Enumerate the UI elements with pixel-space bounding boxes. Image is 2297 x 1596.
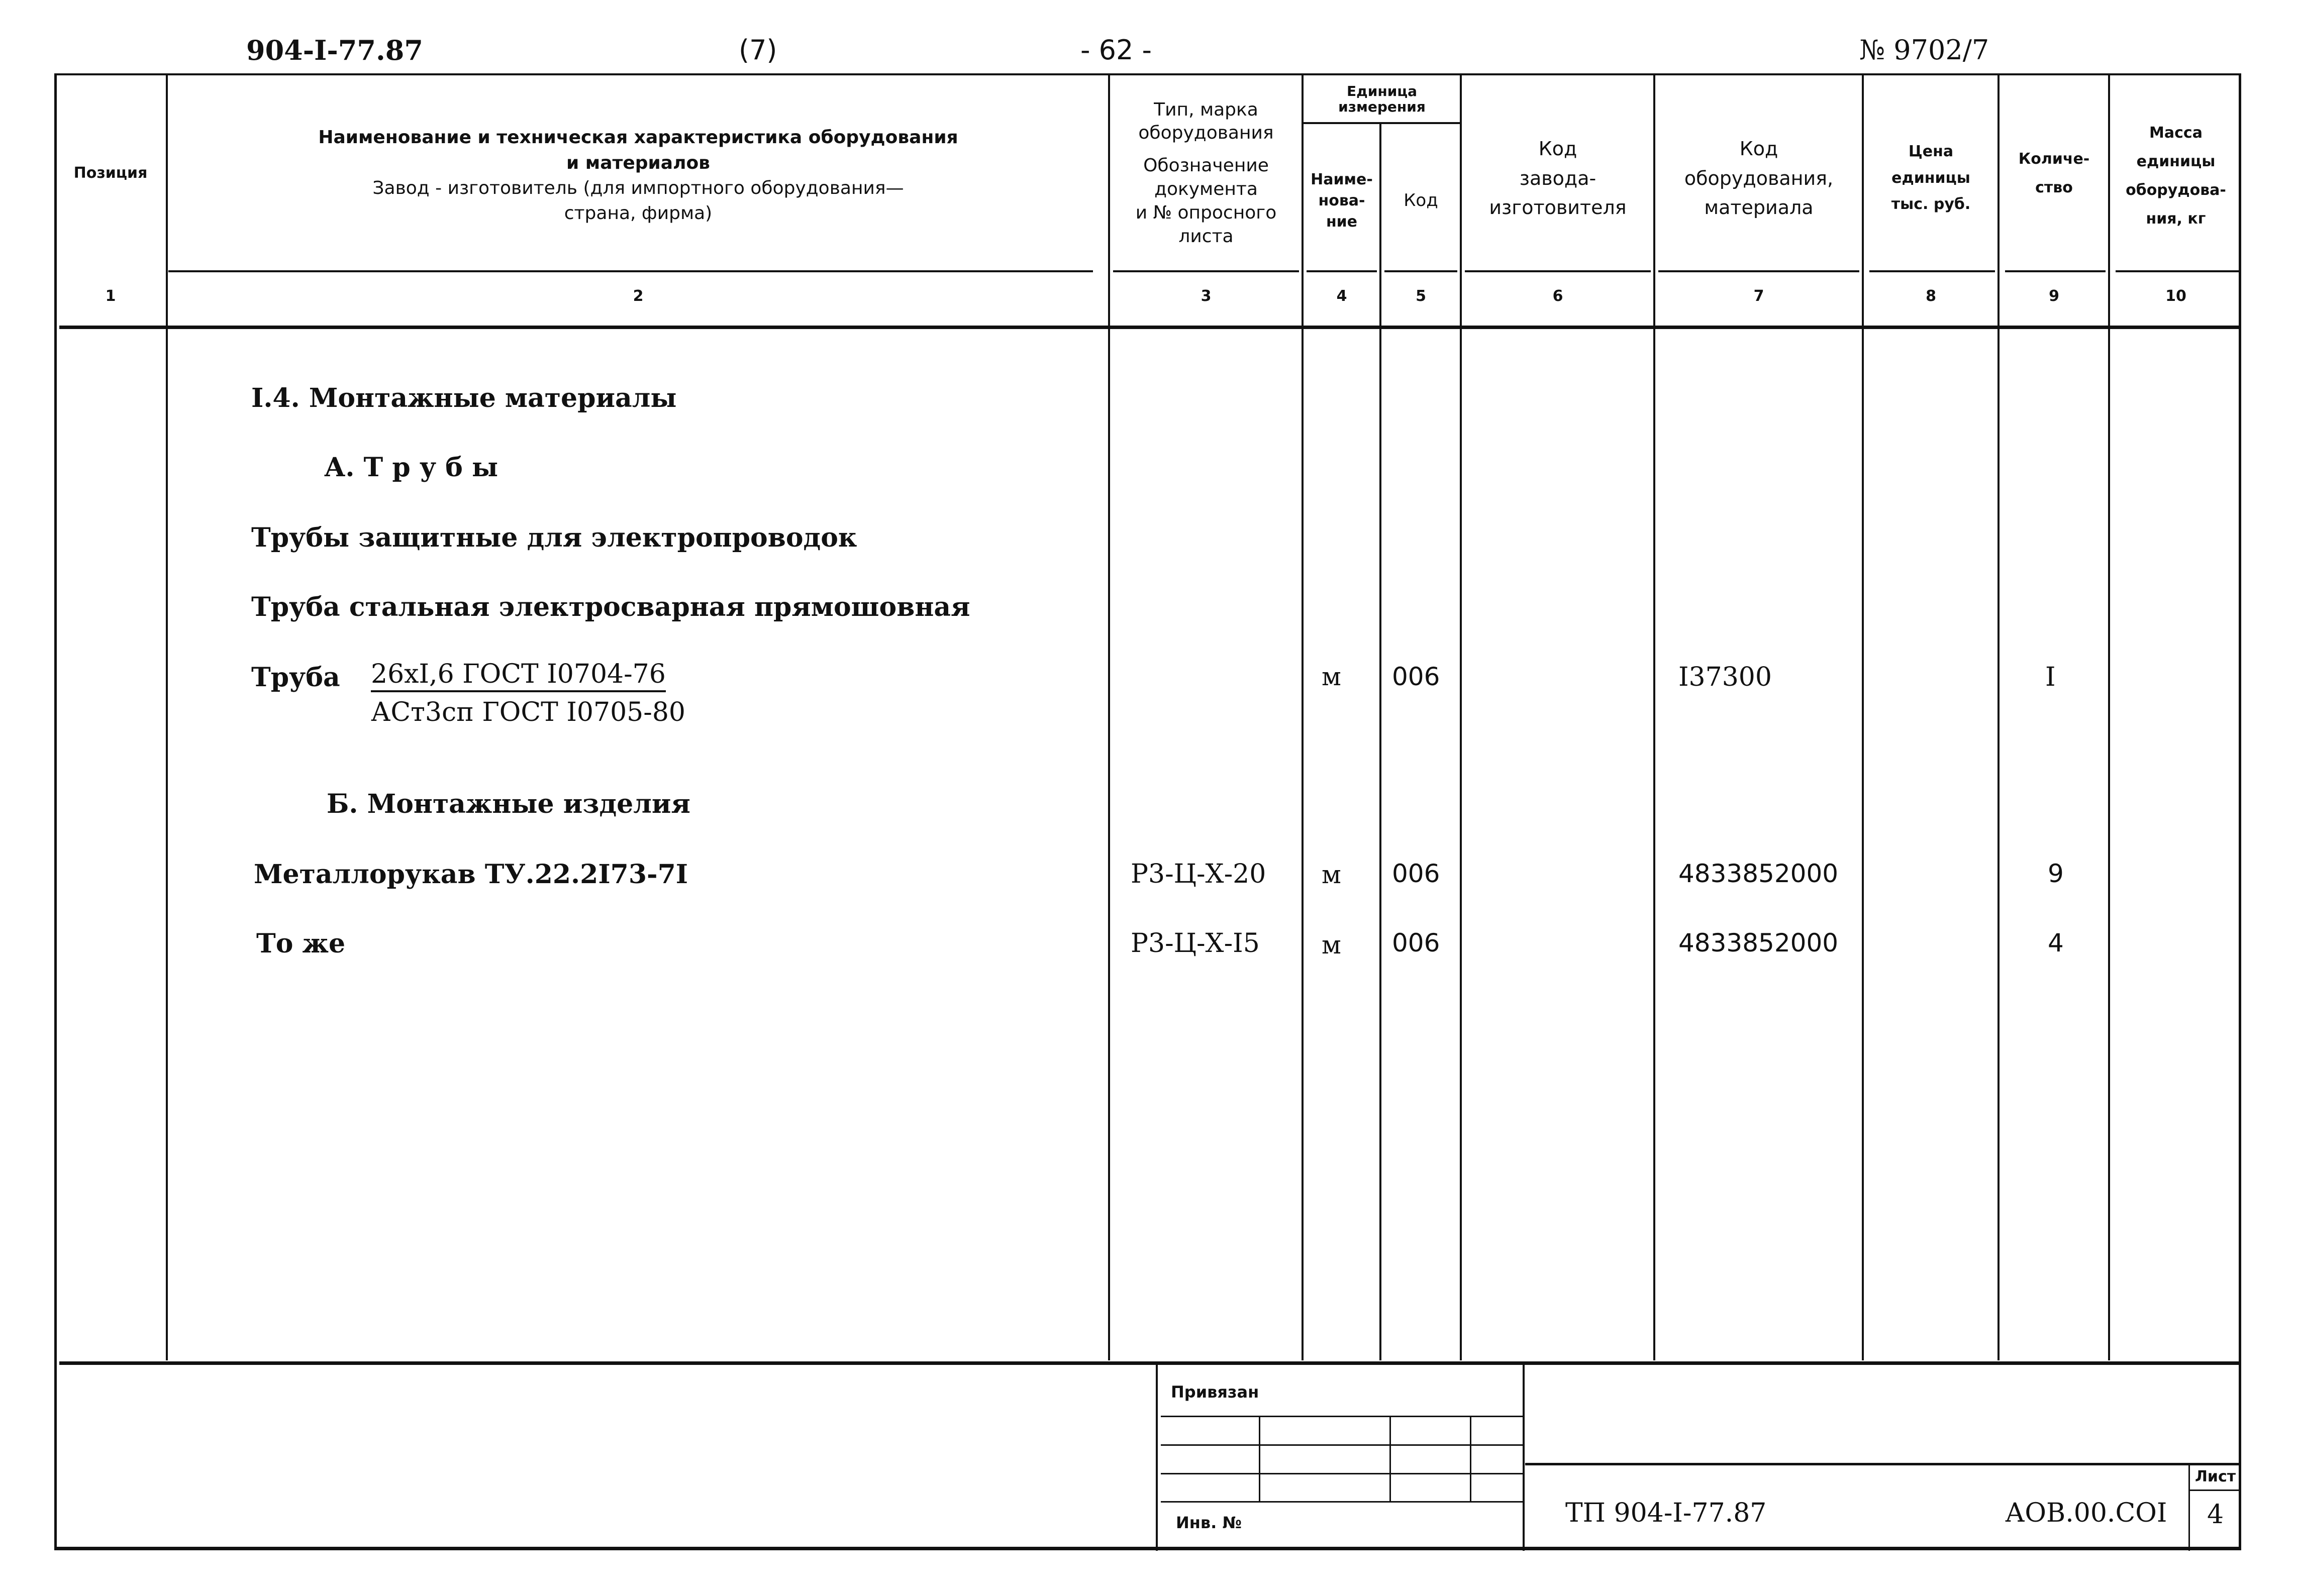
header-material-code: Код оборудования, материала — [1684, 137, 1834, 219]
header-position: Позиция — [73, 164, 148, 182]
col-number-5: 5 — [1416, 287, 1426, 305]
header-name: Наименование и техническая характеристика оборудования и материалов Завод - изготовитель (для импортного оборудования— страна, фирма) — [318, 127, 958, 224]
header-quantity: Количе- ство — [2018, 150, 2090, 196]
col-number-6: 6 — [1552, 287, 1563, 305]
col-separator — [1379, 123, 1381, 1360]
row-unit: м — [1322, 930, 1341, 960]
col-number-2: 2 — [633, 287, 644, 305]
unit-group-divider — [1302, 122, 1461, 124]
row-type: Р3-Ц-Х-20 — [1131, 859, 1266, 889]
col-number-10: 10 — [2165, 287, 2186, 305]
header-underline — [1869, 270, 1995, 272]
row-name: То же — [256, 928, 346, 959]
subsection-heading: А. Т р у б ы — [324, 452, 498, 483]
stamp-inventory-label: Инв. № — [1176, 1513, 1242, 1532]
header-plant-code: Код завода- изготовителя — [1489, 137, 1627, 219]
sheet-box-line — [2190, 1489, 2240, 1491]
document-number: № 9702/7 — [1859, 34, 1989, 66]
page-number: - 62 - — [1080, 34, 1152, 66]
row-quantity: 9 — [2048, 859, 2064, 888]
row-name: Металлорукав ТУ.22.2I73-7I — [254, 859, 688, 890]
col-separator — [1460, 74, 1462, 1360]
row-unit: м — [1322, 860, 1341, 889]
row-unit-code: 006 — [1392, 662, 1440, 691]
project-code: ТП 904-I-77.87 — [1565, 1498, 1767, 1528]
stamp-grid-line — [1161, 1473, 1523, 1474]
row-unit-code: 006 — [1392, 928, 1440, 957]
col-separator — [1302, 74, 1304, 1360]
row-quantity: 4 — [2048, 928, 2064, 957]
header-unit-group: Единица измерения — [1338, 82, 1426, 115]
header-underline — [168, 270, 1093, 272]
stamp-grid-line — [1161, 1416, 1523, 1417]
series-number: 904-I-77.87 — [246, 34, 423, 66]
group-heading: Трубы защитные для электропроводок — [251, 522, 857, 553]
col-separator — [1862, 74, 1864, 1360]
stamp-grid-line — [1161, 1501, 1523, 1503]
stamp-divider — [1156, 1365, 1158, 1551]
col-separator — [166, 74, 168, 1360]
sheet-box-divider — [2188, 1465, 2190, 1551]
subsection-heading: Б. Монтажные изделия — [327, 789, 690, 819]
col-number-3: 3 — [1201, 287, 1212, 305]
header-underline — [1658, 270, 1859, 272]
col-separator — [2108, 74, 2110, 1360]
row-unit-code: 006 — [1392, 859, 1440, 888]
group-heading: Труба стальная электросварная прямошовная — [251, 592, 970, 622]
header-unit-name: Наиме- нова- ние — [1311, 171, 1373, 231]
header-underline — [1113, 270, 1299, 272]
row-type: Р3-Ц-Х-I5 — [1131, 928, 1260, 959]
col-number-7: 7 — [1753, 287, 1764, 305]
header-price: Цена единицы тыс. руб. — [1891, 143, 1971, 214]
stamp-bound-label: Привязан — [1171, 1382, 1259, 1402]
col-number-8: 8 — [1926, 287, 1936, 305]
part-number: (7) — [739, 34, 777, 66]
stamp-grid-line — [1259, 1417, 1260, 1502]
header-underline — [2116, 270, 2239, 272]
title-block-line — [1525, 1463, 2240, 1465]
stamp-divider — [1523, 1365, 1525, 1551]
row-name-line2: АСт3сп ГОСТ I0705-80 — [371, 697, 686, 727]
header-type: Тип, марка оборудования Обозначение документа и № опросного листа — [1135, 99, 1277, 247]
col-separator — [1653, 74, 1655, 1360]
sheet-label: Лист — [2195, 1468, 2236, 1485]
row-material-code: I37300 — [1678, 662, 1772, 692]
col-number-4: 4 — [1336, 287, 1347, 305]
row-name-prefix: Труба — [251, 662, 340, 693]
header-underline — [1465, 270, 1651, 272]
sheet-number: 4 — [2207, 1500, 2224, 1530]
header-mass: Масса единицы оборудова- ния, кг — [2126, 124, 2226, 228]
document-code: АОВ.00.СОI — [2005, 1498, 2167, 1528]
col-number-1: 1 — [105, 287, 116, 305]
col-number-9: 9 — [2049, 287, 2059, 305]
row-material-code: 4833852000 — [1678, 928, 1839, 957]
header-unit-code: Код — [1404, 190, 1438, 211]
col-separator — [1108, 74, 1110, 1360]
row-material-code: 4833852000 — [1678, 859, 1839, 888]
row-name-line1: 26хI,6 ГОСТ I0704-76 — [371, 659, 666, 692]
header-underline — [1384, 270, 1457, 272]
section-heading: I.4. Монтажные материалы — [251, 383, 677, 413]
header-underline — [1307, 270, 1377, 272]
stamp-top-line — [59, 1361, 2240, 1365]
stamp-grid-line — [1470, 1417, 1471, 1502]
stamp-grid-line — [1389, 1417, 1391, 1502]
col-separator — [1998, 74, 2000, 1360]
header-bottom-line — [59, 326, 2240, 329]
row-quantity: I — [2045, 662, 2056, 692]
stamp-grid-line — [1161, 1444, 1523, 1446]
row-unit: м — [1322, 662, 1341, 691]
header-underline — [2005, 270, 2106, 272]
